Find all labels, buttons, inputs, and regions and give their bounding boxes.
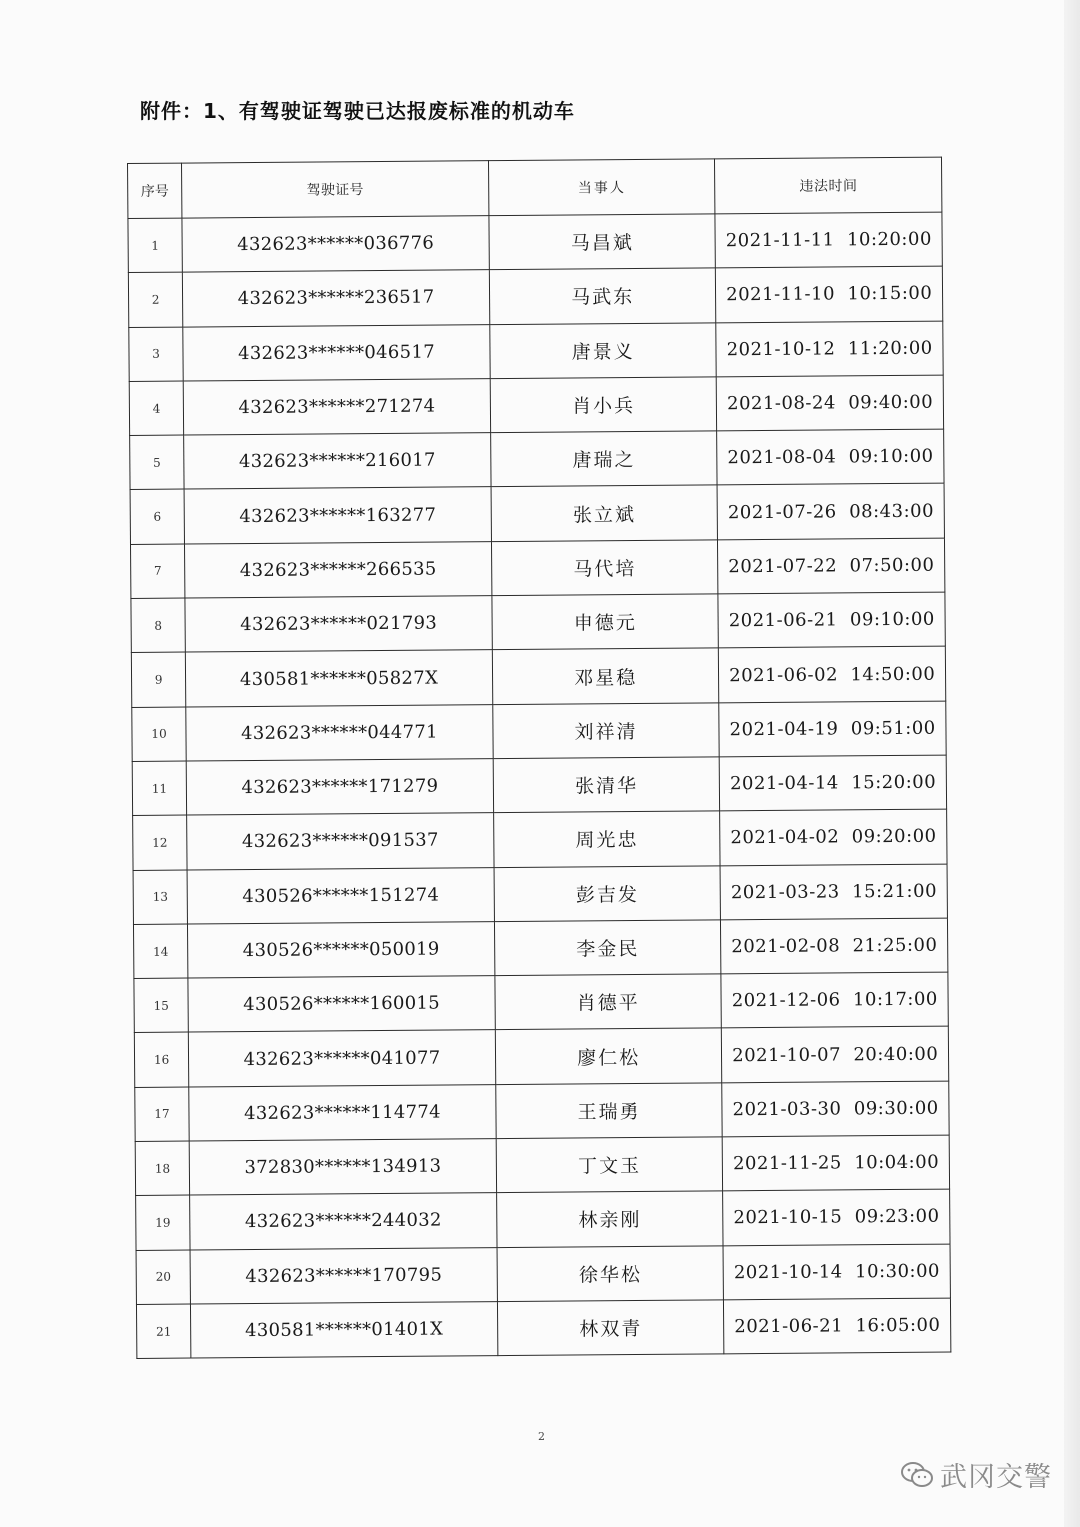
cell-no: 5 (130, 435, 185, 490)
table-row (129, 321, 943, 382)
table-row (132, 755, 946, 816)
cell-license: 432623******236517 (182, 270, 489, 327)
cell-party: 彭吉发 (494, 865, 721, 921)
cell-license: 430581******05827X (185, 650, 492, 707)
cell-party: 邓星稳 (492, 648, 719, 704)
table-row (131, 592, 945, 653)
cell-license: 432623******163277 (184, 487, 491, 544)
cell-license: 432623******244032 (190, 1193, 497, 1250)
cell-time: 2021-06-02 14:50:00 (719, 646, 946, 702)
cell-no: 17 (135, 1087, 190, 1142)
cell-party: 李金民 (494, 920, 721, 976)
cell-party: 张立斌 (491, 485, 718, 541)
cell-no: 18 (135, 1141, 190, 1196)
cell-no: 16 (134, 1032, 189, 1087)
table-row (129, 375, 943, 436)
cell-no: 20 (136, 1250, 191, 1305)
table-row (134, 972, 948, 1033)
cell-time: 2021-10-12 11:20:00 (716, 321, 943, 377)
cell-party: 王瑞勇 (496, 1083, 723, 1139)
page-number: 2 (538, 1430, 545, 1443)
cell-no: 7 (130, 544, 185, 599)
cell-no: 21 (136, 1304, 191, 1359)
cell-time: 2021-10-07 20:40:00 (722, 1027, 949, 1083)
cell-no: 4 (129, 381, 184, 436)
cell-license: 432623******114774 (189, 1084, 496, 1141)
cell-no: 1 (128, 218, 183, 273)
cell-party: 张清华 (493, 757, 720, 813)
cell-party: 徐华松 (497, 1245, 724, 1301)
cell-no: 19 (136, 1195, 191, 1250)
cell-time: 2021-04-14 15:20:00 (720, 755, 947, 811)
cell-no: 15 (134, 978, 189, 1033)
cell-time: 2021-06-21 16:05:00 (724, 1298, 951, 1354)
cell-license: 430526******160015 (188, 976, 495, 1033)
table-header-row (128, 157, 942, 218)
cell-party: 林亲刚 (496, 1191, 723, 1247)
cell-party: 唐景义 (490, 322, 717, 378)
table-row (130, 484, 944, 545)
cell-time: 2021-08-24 09:40:00 (717, 375, 944, 431)
wechat-icon (900, 1460, 934, 1490)
table-row (135, 1081, 949, 1142)
table-row (133, 809, 947, 870)
table-row (135, 1135, 949, 1196)
watermark (900, 1455, 1052, 1494)
cell-license: 432623******044771 (186, 704, 493, 761)
cell-party: 廖仁松 (495, 1028, 722, 1084)
watermark-text: 武冈交警 (940, 1462, 1052, 1493)
cell-no: 12 (133, 815, 188, 870)
cell-license: 372830******134913 (189, 1139, 496, 1196)
cell-no: 14 (133, 924, 188, 979)
table-row (136, 1298, 950, 1359)
cell-party: 马代培 (491, 540, 718, 596)
cell-party: 刘祥清 (493, 703, 720, 759)
cell-license: 432623******021793 (185, 596, 492, 653)
cell-license: 430581******01401X (191, 1302, 498, 1359)
cell-party: 肖德平 (495, 974, 722, 1030)
cell-party: 丁文玉 (496, 1137, 723, 1193)
header-no: 序号 (128, 163, 183, 218)
cell-license: 430526******151274 (187, 867, 494, 924)
cell-no: 8 (131, 598, 186, 653)
cell-no: 10 (132, 707, 187, 762)
violation-table (127, 157, 951, 1360)
cell-time: 2021-03-23 15:21:00 (720, 864, 947, 920)
cell-time: 2021-04-02 09:20:00 (720, 809, 947, 865)
cell-time: 2021-04-19 09:51:00 (719, 701, 946, 757)
cell-party: 马武东 (489, 268, 716, 324)
table-row (132, 701, 946, 762)
table-body (128, 212, 951, 1359)
table-row (130, 429, 944, 490)
table-row (136, 1189, 950, 1250)
table-row (133, 918, 947, 979)
cell-license: 432623******271274 (183, 379, 490, 436)
cell-time: 2021-07-22 07:50:00 (718, 538, 945, 594)
table-row (136, 1244, 950, 1305)
table-row (128, 266, 942, 327)
cell-party: 周光忠 (493, 811, 720, 867)
cell-no: 13 (133, 870, 188, 925)
cell-time: 2021-06-21 09:10:00 (718, 592, 945, 648)
table-row (128, 212, 942, 273)
cell-time: 2021-10-14 10:30:00 (723, 1244, 950, 1300)
cell-time: 2021-11-25 10:04:00 (723, 1135, 950, 1191)
cell-time: 2021-02-08 21:25:00 (721, 918, 948, 974)
cell-no: 2 (128, 272, 183, 327)
cell-license: 432623******036776 (182, 216, 489, 273)
header-time: 违法时间 (715, 157, 942, 214)
table-row (134, 1027, 948, 1088)
cell-license: 432623******266535 (185, 541, 492, 598)
cell-no: 6 (130, 490, 185, 545)
cell-license: 432623******216017 (184, 433, 491, 490)
cell-license: 432623******170795 (190, 1247, 497, 1304)
cell-license: 430526******050019 (188, 921, 495, 978)
cell-time: 2021-11-11 10:20:00 (715, 212, 942, 268)
cell-no: 3 (129, 327, 184, 382)
cell-time: 2021-08-04 09:10:00 (717, 429, 944, 485)
table-row (131, 646, 945, 707)
cell-party: 肖小兵 (490, 377, 717, 433)
cell-license: 432623******041077 (188, 1030, 495, 1087)
cell-party: 马昌斌 (489, 214, 716, 270)
cell-party: 唐瑞之 (491, 431, 718, 487)
cell-party: 林双青 (497, 1300, 724, 1356)
header-license: 驾驶证号 (182, 161, 489, 218)
document-title: 附件：1、有驾驶证驾驶已达报废标准的机动车 (140, 99, 575, 123)
cell-license: 432623******171279 (186, 759, 493, 816)
cell-time: 2021-11-10 10:15:00 (716, 266, 943, 322)
cell-time: 2021-12-06 10:17:00 (721, 972, 948, 1028)
cell-license: 432623******091537 (187, 813, 494, 870)
cell-party: 申德元 (492, 594, 719, 650)
cell-time: 2021-10-15 09:23:00 (723, 1189, 950, 1245)
cell-no: 9 (131, 652, 186, 707)
cell-license: 432623******046517 (183, 324, 490, 381)
cell-time: 2021-03-30 09:30:00 (722, 1081, 949, 1137)
cell-no: 11 (132, 761, 187, 816)
page-edge (1064, 0, 1080, 1527)
cell-time: 2021-07-26 08:43:00 (717, 484, 944, 540)
table-row (133, 864, 947, 925)
table-row (130, 538, 944, 599)
header-party: 当事人 (488, 159, 715, 216)
